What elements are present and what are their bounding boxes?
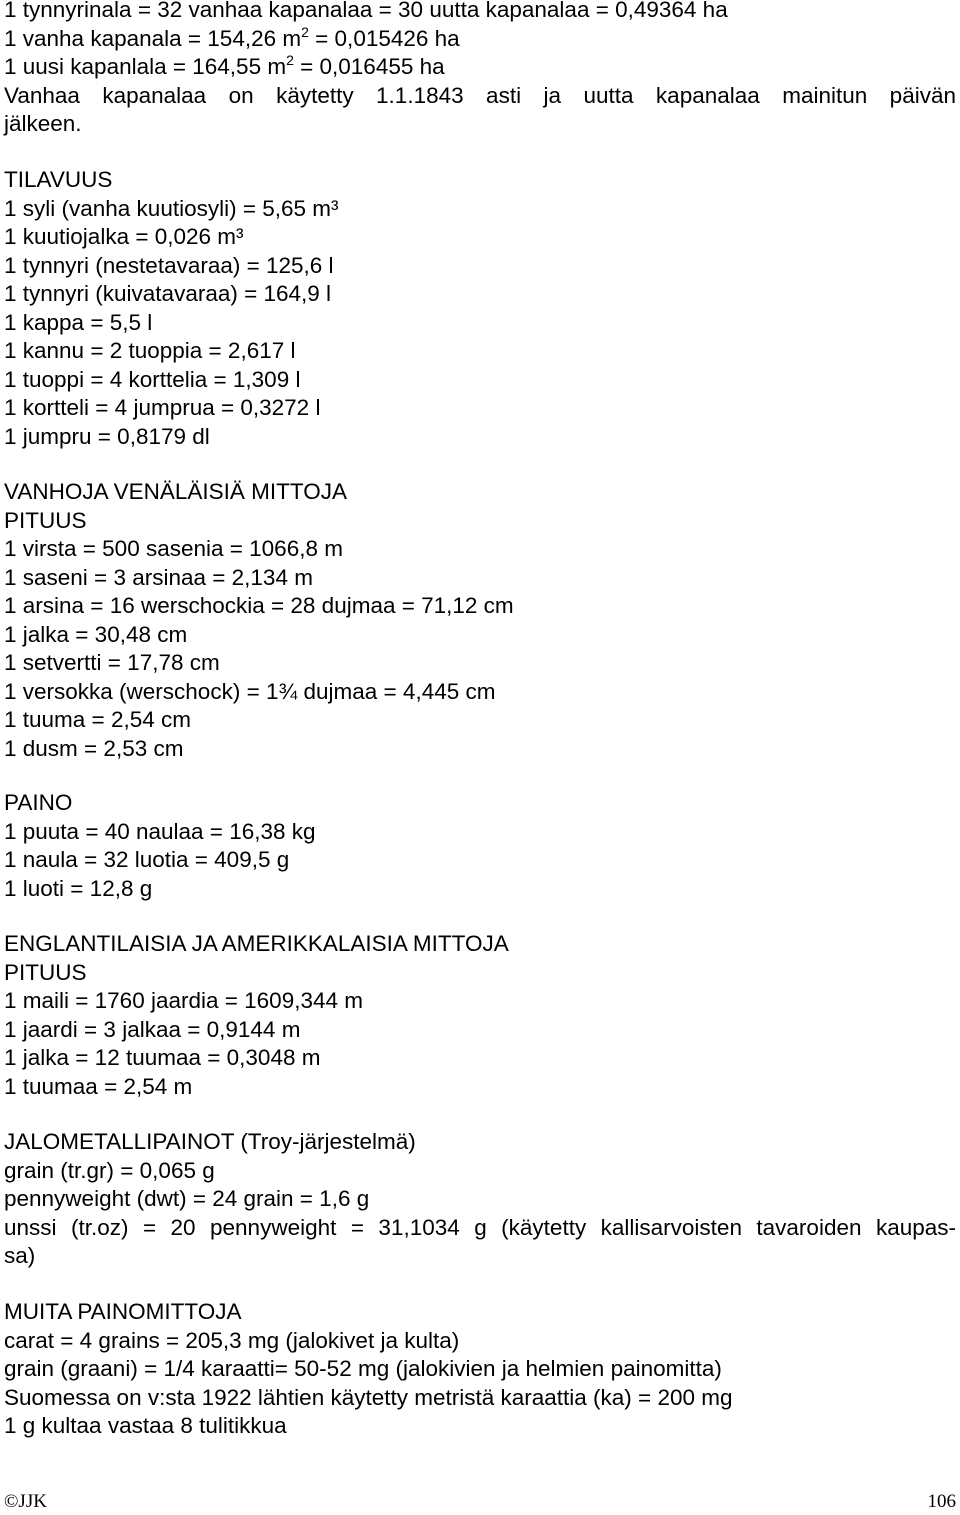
section-subheading: PITUUS [4, 507, 87, 533]
russian-length-line: 1 jalka = 30,48 cm [4, 621, 188, 647]
weight-line: 1 puuta = 40 naulaa = 16,38 kg [4, 818, 316, 844]
russian-length-line: 1 setvertti = 17,78 cm [4, 650, 220, 675]
russian-section [4, 478, 514, 763]
area-note-line: Vanhaa kapanalaa on käytetty 1.1.1843 asti ja uutta kapanalaa mainitun päivän [4, 82, 956, 108]
area-line-old-kapanala: 1 vanha kapanala = 154,26 $m^2 = 0,015426$ ha [4, 23, 460, 51]
area-line-tynnyrinala: 1 tynnyrinala = 32 vanhaa kapanalaa = 30 uutta kapanalaa = 0,49364 ha [4, 0, 728, 22]
section-subheading: PITUUS [4, 959, 87, 985]
other-weight-line: grain (graani) = 1/4 karaatti= 50-52 mg (jalokivien ja helmien painomitta) [4, 1356, 722, 1381]
volume-section [4, 166, 339, 451]
volume-line: 1 syli (vanha kuutiosyli) = 5,65 m³ [4, 195, 339, 221]
volume-line: 1 tynnyri (nestetavaraa) = 125,6 l [4, 252, 334, 278]
area-line-new-kapanala: 1 uusi kapanlala = 164,55 $m^2 = 0,016455$ ha [4, 52, 445, 79]
page-number: 106 [927, 1491, 956, 1512]
volume-line: 1 jumpru = 0,8179 dl [4, 423, 210, 449]
weight-line: 1 naula = 32 luotia = 409,5 g [4, 847, 290, 872]
troy-ounce-line-end: sa) [4, 1243, 36, 1268]
troy-line: grain (tr.gr) = 0,065 g [4, 1157, 215, 1183]
troy-section [4, 1128, 956, 1271]
russian-length-line: 1 saseni = 3 arsinaa = 2,134 m [4, 564, 313, 590]
other-weights-section [4, 1298, 733, 1441]
english-section [4, 930, 509, 1101]
other-weight-line: Suomessa on v:sta 1922 lähtien käytetty metristä karaattia (ka) = 200 mg [4, 1384, 733, 1410]
section-heading: TILAVUUS [4, 167, 113, 192]
russian-length-line: 1 versokka (werschock) = 1¾ dujmaa = 4,445 cm [4, 678, 496, 704]
english-length-line: 1 tuumaa = 2,54 m [4, 1073, 193, 1099]
english-length-line: 1 maili = 1760 jaardia = 1609,344 m [4, 988, 363, 1013]
russian-length-line: 1 arsina = 16 werschockia = 28 dujmaa = 71,12 cm [4, 593, 514, 618]
english-length-line: 1 jaardi = 3 jalkaa = 0,9144 m [4, 1016, 301, 1042]
volume-line: 1 tynnyri (kuivatavaraa) = 164,9 l [4, 281, 332, 306]
russian-length-line: 1 virsta = 500 sasenia = 1066,8 m [4, 536, 343, 561]
section-heading: JALOMETALLIPAINOT (Troy-järjestelmä) [4, 1129, 416, 1154]
area-note-line-end: jälkeen. [4, 111, 82, 136]
area-section [4, 0, 956, 139]
other-weight-line: carat = 4 grains = 205,3 mg (jalokivet ja kulta) [4, 1327, 460, 1353]
volume-line: 1 kappa = 5,5 l [4, 309, 153, 335]
superscript: 2 [286, 52, 294, 68]
volume-line: 1 kortteli = 4 jumprua = 0,3272 l [4, 395, 321, 420]
other-weight-line: 1 g kultaa vastaa 8 tulitikkua [4, 1413, 287, 1438]
volume-line: 1 kuutiojalka = 0,026 m³ [4, 224, 244, 249]
copyright-text: ©JJK [4, 1491, 47, 1512]
weight-section [4, 789, 316, 903]
russian-length-line: 1 dusm = 2,53 cm [4, 735, 184, 761]
volume-line: 1 kannu = 2 tuoppia = 2,617 l [4, 338, 296, 363]
section-heading: VANHOJA VENÄLÄISIÄ MITTOJA [4, 479, 348, 504]
superscript: 2 [301, 23, 309, 40]
troy-ounce-line: unssi (tr.oz) = 20 pennyweight = 31,1034 g (käytetty kallisarvoisten tavaroiden kaupas- [4, 1214, 956, 1240]
section-heading: MUITA PAINOMITTOJA [4, 1299, 242, 1324]
weight-line: 1 luoti = 12,8 g [4, 875, 153, 901]
russian-length-line: 1 tuuma = 2,54 cm [4, 707, 191, 732]
english-length-line: 1 jalka = 12 tuumaa = 0,3048 m [4, 1045, 321, 1070]
troy-line: pennyweight (dwt) = 24 grain = 1,6 g [4, 1186, 370, 1211]
section-heading: PAINO [4, 790, 73, 815]
volume-line: 1 tuoppi = 4 korttelia = 1,309 l [4, 366, 301, 392]
section-heading: ENGLANTILAISIA JA AMERIKKALAISIA MITTOJA [4, 931, 509, 956]
